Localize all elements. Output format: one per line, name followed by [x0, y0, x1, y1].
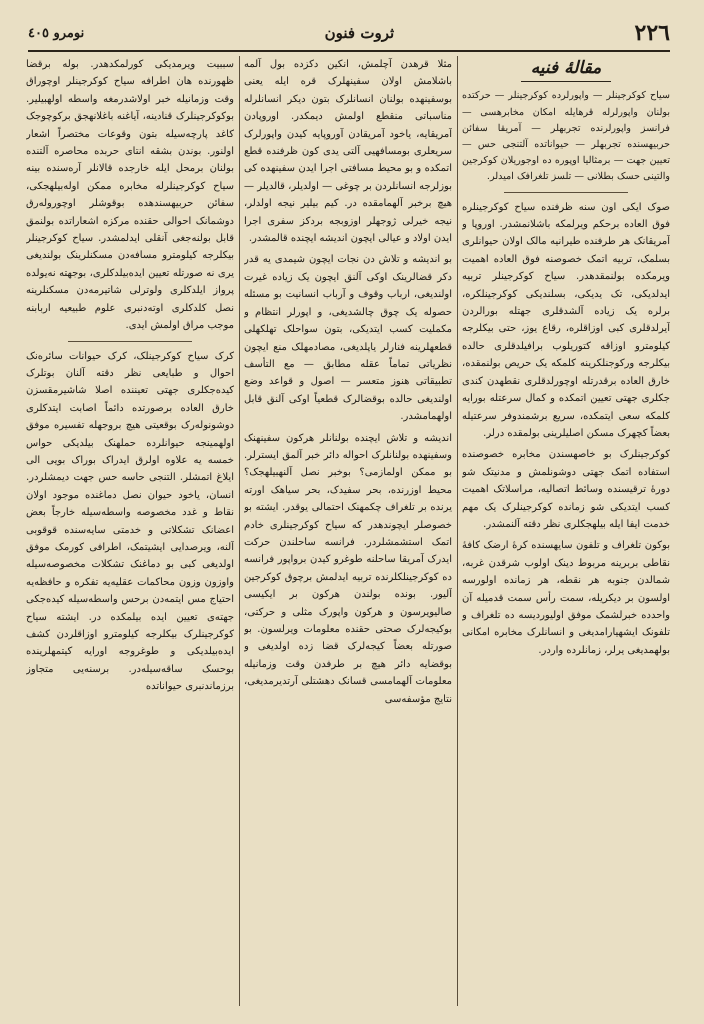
- paragraph: کوکرجینلرک بو خاصهسندن مخابره خصوصنده استفاده اتمک جهتی دوشونلمش و مدنیتک شو دورهٔ ترقیسنده وسائط اتصالیه، مراسلاتک اهمیت کسب ایتدیکی شو زمانده کوکرجینلرک یک مهم خدمت ایفا ایله بیلهجکلری نظر دقته آلنمشدر.: [462, 449, 670, 530]
- section-title: مقالهٔ فنیه: [521, 58, 612, 82]
- section-heading: [462, 58, 670, 82]
- article-summary: سیاح کوکرجینلر — واپورلرده کوکرجینلر — حرکتده بولنان واپورلرله قرهایله امکان مخابرهسی — فرانسز واپورلرنده تجربهلر — آمریقا سفائن حربیهسنده تجربهلر — حیواناتده آلتنجی حس — تعیین جهت — برمثالیا اوپوره ده اوجوریلان کوکرجین والتینی حسک بطلانی — تلسز تلغرافک امیدلر.: [462, 90, 670, 183]
- column-3: [26, 56, 234, 1006]
- issue-label: نومرو ٤٠٥: [28, 25, 85, 41]
- column-1: [462, 56, 670, 1006]
- page-header: [28, 18, 670, 48]
- header-rule: [28, 50, 670, 52]
- paragraph: کرک سیاح کوکرجینلک، کرک حیوانات سائره‌نک احوال و طبایعی نظر دقته آلنان بوتلرک کیده‌جکلری جهتی تعیننده اصلا شاشیرمقسزن خارق العاده برصورتده دائماً اصابت ایتدکلری دوشونوله‌رک بوقعیتی هیچ بروجهله تفسیره موفق اولهمینجه حیوانلرده حملهنک بیلدیکی حواس خمسه یه علاوه اولرق ایدراک بوراک بویی الی ایلاغ اتمشلر. التنجی حاسه حس جهت دیمشلردر. انسان، یاخود حیوان نصل دماغنده موجود اولان نقاط و غدد مخصوصه واسطه‌سیله خارجاً بعض اعضانک تشکلاتی و خدمتی سایه‌سنده قوقوبی آلنه، ویرصدایی ایشیتمک، اطرافی کورمک موفق اولدیغی کبی بو دماغنک تشکلات مخصوصه‌سیله واوزون وزون محاکمات عقلیه‌یه تفکره و حافظه‌یه احتیاج مس ایتمه‌دن برحس واسطه‌سیله کیده‌جکی جهته‌ی تعیین ایده بیلمکده در. ایشته سیاح کوکرجینلرک بیکلرجه کیلومترو اوزاقلردن کشف ایده‌بیلدیکی و طوغروجه اورایه کیتمهلرینده بوحسک ساقه‌سیله‌در. برسنه‌یی متجاوز برزماندنبری حیواناتده: [26, 350, 234, 693]
- paragraph: بو اندیشه و تلاش دن نجات ایچون شیمدی یه قدر دکر قضالرینک اوکی آلنق ایچون یک زیاده غیرت اولندیغی، ارباب وقوف و آرباب انسانیت بو مسئله حصوله یک چوق چالشدیغی، و اپورلر انتظام و مکملیت کسب ایتدیکی، بتون سواحلک تهلکهلی قطعهلرینه فنارلر یاپلدیغی، مصادمهلک منع ایچون نظریاتی تماماً عقله مطابق — مع التأسف تطبیقاتی هنوز متعسر — اصول و قواعد وضع اولندیغی حالده بوقضالرک قطعیاً اوکی آلنق قابل اولهمامشدر.: [244, 254, 452, 423]
- paragraph: اندیشه و تلاش ایچنده بولنانلر هرکون سفینهنک وسفینهده بولنانلرک احواله دائر خبر آلمق ایسترلر. بو ممکن اولمازمی؟ بوخبر نصل آلنهبیلهجک؟ محیط اوزرنده، بحر سفیدک، بحر سیاهک اورته یرنده بر تلغراف چکمهنک احتمالی یوقدر. ایشته بو خصوصلر ایچوندهدر که سیاح کوکرجینلری خادم اتمک استشمشلردر. فرانسه ساحلندن حرکت ایدرک آمریقا ساحلنه طوغرو کیدن برواپور فرانسه ده کوکرجینلکلرنده تربیه ایدلمش برچوق کوکرجین آلیور. بونده بولندن هرکون بر ایکیسی صالیویرسون و هرکون واپورک مثلی و حرکتی، بوکیجه‌لرک صحتی حقنده معلومات ویرلسون. بو صورتله بعضاً کیجه‌لرک قضا زده اولدیغی و بوقضایه دائر هیچ بر طرفدن وقت وزمانیله معلومات آلهمامسی قسانک دهشتلی آرتدیرمدیغی، نتایج مؤسفه‌سی: [244, 432, 452, 705]
- column-divider: [239, 56, 240, 1006]
- column-divider: [457, 56, 458, 1006]
- paragraph: سببیت ویرمدیکی کورلمکدهدر. بوله برقضا ظهورنده هان اطرافه سیاح کوکرجینلر اوچوراق وقت وزمانیله خبر اولاشدرمغه واسطه اولهبیلیر. بوکوکرجینلرک قنادینه، آیاغنه باغلانهجق برکوچوجک کاغد پارچه‌سیله بتون وقوعات مختصراً اشعار اولنور. بوندن بشقه انتای حربده محاصره آلتنده بولنان برمحل ایله خارجده قالانلر آره‌سنده بینه سیاح کوکرجینلرله مخابره ممکن اوله‌بیلهجکی، سفائن حربیهسندهده بوقوشلر اوچوروله‌رق دوشمانک احوالی حقنده مرکزه اشعاراتده بولنمق قابل بولنه‌جغی آنقلی ایدلمشدر. سیاح کوکرجینلر بیکلرجه کیلومترو مسافه‌دن مسکنلرینک بولندیغی یری نه صورتله تعیین ایده‌بیلدکلری، بوجهته نه‌یولده پرواز ایلدکلری ولوترلی شاتیرمه‌دن مسکنلرینه نصل کلدکلری اوته‌دنبری علوم طبیعیه اربابنه موجب مراق اولمش ایدی.: [26, 59, 234, 332]
- summary-divider: [504, 192, 629, 193]
- column-2: [244, 56, 452, 1006]
- paragraph-divider: [68, 341, 193, 342]
- paragraph: صوک ایکی اون سنه ظرفنده سیاح کوکرجینلره فوق العاده برحکم ویرلمکه باشلانمشدر. اوروپا و آمریقانک هر طرفنده طیرانیه مالک اولان حیوانلری بسلمک، تربیه اتمک خصوصنه فوق العاده اهمیت ویرمکده بولنمقدهدر. سیاح کوکرجینلر تربیه ایدلدیکی، تک یدیکی، بسلندیکی کوکرجینلکره، برلره یک زیاده آلشدقلری جهتله بورالردن آیرلدقلری کبی اوزاقلره، رقاع یوز، حتی بیکلرجه کیلومترو اوزاقه کتوریلوب برافیلدقلری حالده بیکلرجه ورکوجنلکرینه کلمکه یک حریص بولنمقده، خارق العاده برقدرتله اوچورلدقلری نقطهدن کندی جکلری جهتی تعیین اتمکده و کمال سرعتله بورایه کلمکه سعی ایتمکده، سریع برشمندوفر سرعتیله بعضاً کچهرک مسکن اصلیلرینی بولمقده درلر.: [462, 201, 670, 439]
- page-number: ٢٢٦: [634, 20, 670, 46]
- paragraph: مثلا قرهدن آچلمش، انکین دکزده بول آلمه باشلامش اولان سفینهلرک قره ایله یعنی بوسفینهده بولنان انسانلرک بتون دیکر انسانلرله مناسباتی منقطع اولمش دیمکدر. اوروپادن آمریقایه، یاخود آمریقادن آوروپایه کیدن واپورلرک سریعلری بومسافهیی آلتی یدی کون ظرفنده قطع اتمکده و بو محیط مسافتی اجرا ایدن سفینهده کی بوزلرجه انسانلردن بر چوغی — اولدیلر، قالدیلر — هیچ برخبر آلهمامقده در. کیم بیلیر نیجه اولدلر، نیجه خیرلی ژوجهلر اوزوبجه بردکز سفری اجرا ایدن اولاد و عیالی ایچون اندیشه ایچنده قالمشدر.: [244, 59, 452, 245]
- paragraph: بوکون تلغراف و تلفون سایهسنده کرهٔ ارضک کافهٔ نقاطی بربرینه مربوط دینک اولوب شرقدن غربه، شمالدن جنوبه هر نقطه، هر زمانده اولورسه اولسون بر دیکریله، سمت رأس سمت قدمیله آن واحدده خبرلشمک موفق اولیوردیسه ده تلغراف و تلفونک ایشهیارامدیغی و انسانلرک مخابره امکانی بولهمدیغی یرلر، زمانلرده واردر.: [462, 540, 670, 656]
- journal-title: ثروت فنون: [324, 24, 395, 42]
